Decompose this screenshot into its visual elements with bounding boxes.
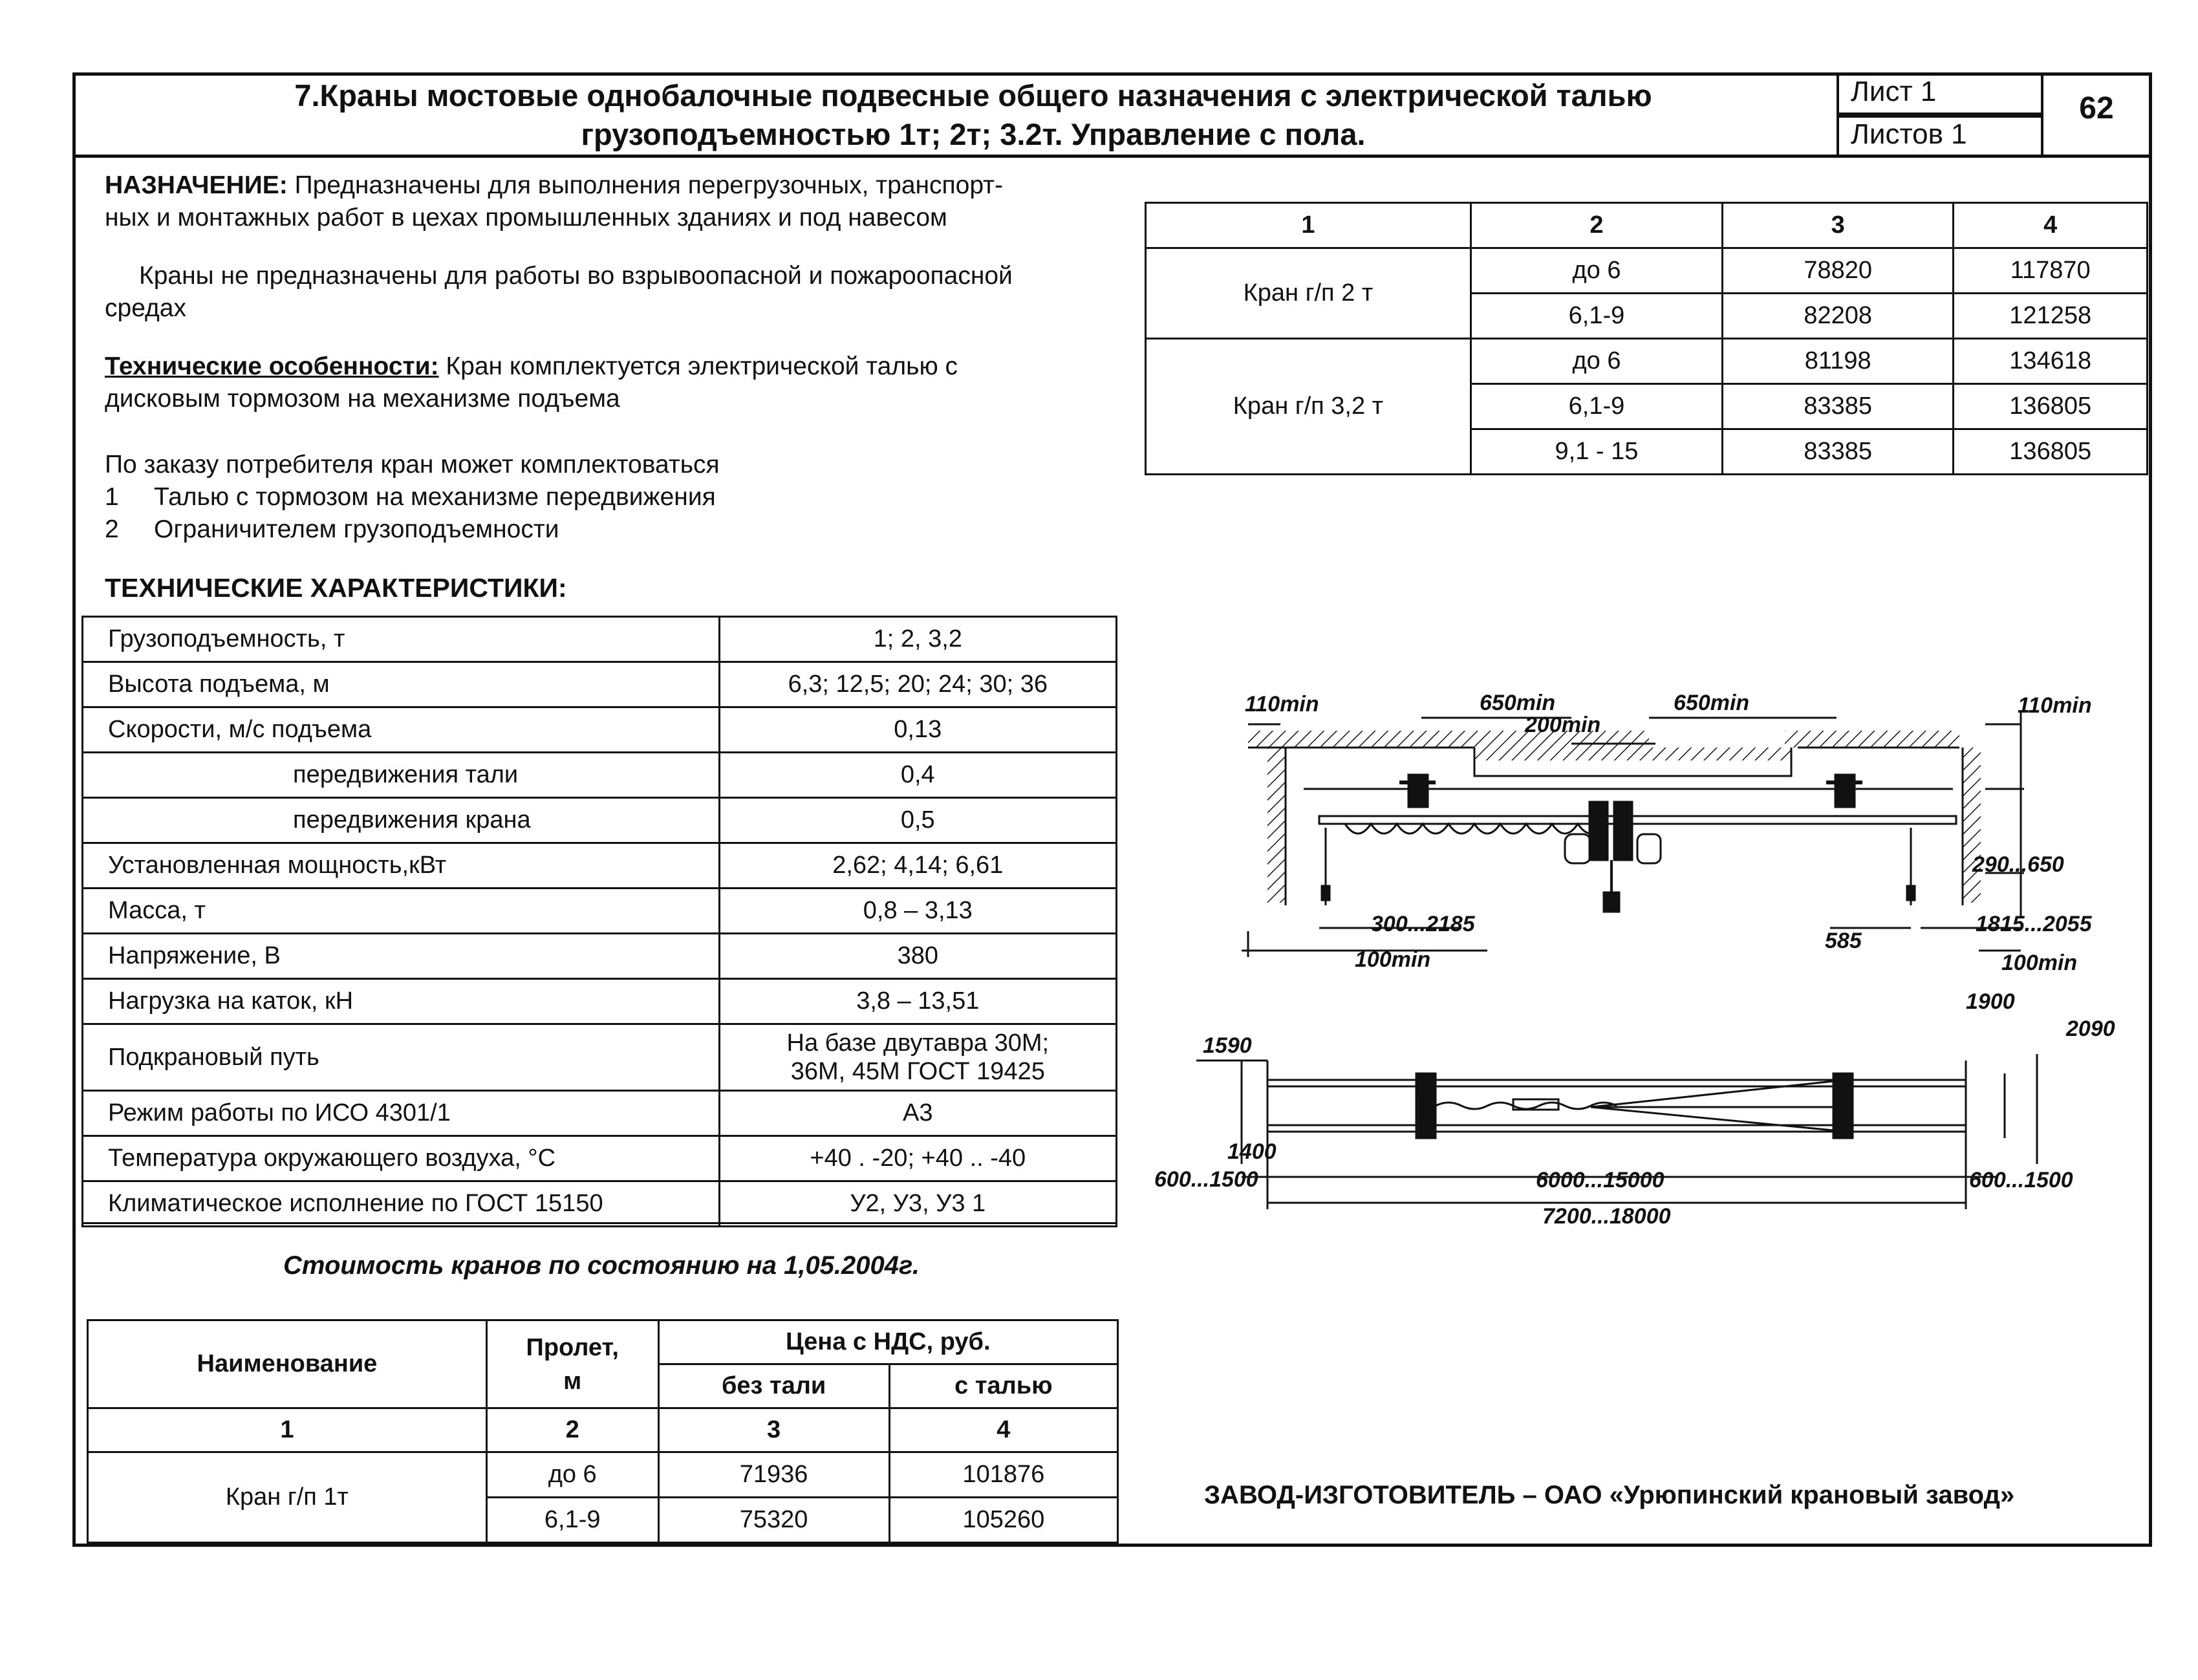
spec-value: 2,62; 4,14; 6,61: [719, 843, 1116, 888]
crane-name: Кран г/п 2 т: [1146, 248, 1471, 339]
page-number: 62: [2079, 91, 2114, 125]
table-row: [88, 1408, 1118, 1452]
spec-label: Температура окружающего воздуха, °С: [83, 1136, 720, 1181]
dim-label: 290...650: [1972, 852, 2064, 877]
span-cell: 6,1-9: [1471, 384, 1722, 429]
spec-value: 1; 2, 3,2: [719, 617, 1116, 662]
option-1: Талью с тормозом на механизме передвижения: [154, 483, 716, 511]
dim-label: 6000...15000: [1536, 1168, 1665, 1192]
spec-label: передвижения крана: [83, 798, 720, 843]
spec-value: 6,3; 12,5; 20; 24; 30; 36: [719, 662, 1116, 707]
spec-label: Климатическое исполнение по ГОСТ 15150: [83, 1181, 720, 1227]
header-name: Наименование: [88, 1320, 487, 1408]
price-cell: 83385: [1723, 429, 1954, 475]
table-header-row: [88, 1320, 1118, 1364]
table-row: [1146, 248, 2148, 294]
table-row: [83, 798, 1117, 843]
col-number: 3: [1723, 203, 1954, 248]
spec-label: передвижения тали: [83, 753, 720, 798]
span-cell: 6,1-9: [486, 1498, 658, 1543]
order-text: По заказу потребителя кран может комплектоваться: [105, 451, 720, 479]
not-for-line1: Краны не предназначены для работы во взрывоопасной и пожароопасной: [139, 262, 1013, 290]
table-row: [83, 934, 1117, 979]
dim-label: 585: [1825, 929, 1862, 953]
spec-value: На базе двутавра 30М; 36М, 45М ГОСТ 19425: [719, 1024, 1116, 1091]
spec-label: Режим работы по ИСО 4301/1: [83, 1091, 720, 1136]
table-row: [83, 707, 1117, 753]
spec-label: Установленная мощность,кВт: [83, 843, 720, 888]
price-cell: 117870: [1954, 248, 2148, 294]
price-cell: 81198: [1723, 339, 1954, 384]
factory-label: ЗАВОД-ИЗГОТОВИТЕЛЬ – ОАО «Урюпинский крановый завод»: [1204, 1481, 2015, 1509]
dim-label: 1590: [1203, 1033, 1252, 1058]
dim-label: 1900: [1966, 989, 2015, 1014]
col-number: 3: [658, 1408, 889, 1452]
dim-label: 300...2185: [1371, 912, 1475, 936]
span-cell: до 6: [1471, 339, 1722, 384]
spec-value: 380: [719, 934, 1116, 979]
table-header-row: [1146, 203, 2148, 248]
price-table-1t: [87, 1319, 1119, 1544]
span-cell: до 6: [1471, 248, 1722, 294]
table-row: [83, 662, 1117, 707]
table-row: [83, 753, 1117, 798]
spec-value: 0,5: [719, 798, 1116, 843]
dim-label: 100min: [2001, 951, 2078, 975]
purpose-line2: ных и монтажных работ в цехах промышленных зданиях и под навесом: [105, 204, 947, 232]
sheet-label: Лист 1: [1837, 72, 2043, 115]
col-number: 4: [1954, 203, 2148, 248]
spec-value: А3: [719, 1091, 1116, 1136]
spec-value: +40 . -20; +40 .. -40: [719, 1136, 1116, 1181]
col-number: 4: [889, 1408, 1117, 1452]
dim-label: 2090: [2066, 1017, 2115, 1041]
table-row: [83, 617, 1117, 662]
span-cell: 6,1-9: [1471, 294, 1722, 339]
spec-label: Высота подъема, м: [83, 662, 720, 707]
header-with-hoist: с талью: [889, 1364, 1117, 1408]
page-title: 7.Краны мостовые однобалочные подвесные общего назначения с электрической талью грузоподъемностью 1т; 2т; 3.2т. Управление с пола.: [294, 78, 1652, 151]
crane-drawing: [1151, 673, 2147, 1255]
dim-label: 1400: [1227, 1139, 1277, 1164]
not-for-line2: средах: [105, 294, 186, 322]
spec-value: 0,13: [719, 707, 1116, 753]
dim-label: 110min: [2018, 693, 2092, 718]
span-cell: 9,1 - 15: [1471, 429, 1722, 475]
option-2: Ограничителем грузоподъемности: [154, 515, 559, 543]
table-row: [83, 1024, 1117, 1091]
price-cell: 83385: [1723, 384, 1954, 429]
dim-label: 650min: [1480, 691, 1556, 715]
price-cell: 75320: [658, 1498, 889, 1543]
price-cell: 105260: [889, 1498, 1117, 1543]
col-number: 1: [1146, 203, 1471, 248]
price-cell: 82208: [1723, 294, 1954, 339]
dim-label: 110min: [1245, 692, 1319, 716]
price-cell: 136805: [1954, 384, 2148, 429]
crane-name: Кран г/п 3,2 т: [1146, 339, 1471, 475]
features-line2: дисковым тормозом на механизме подъема: [105, 385, 620, 413]
table-row: [1146, 339, 2148, 384]
dim-label: 100min: [1355, 947, 1431, 972]
price-cell: 134618: [1954, 339, 2148, 384]
spec-label: Нагрузка на каток, кН: [83, 979, 720, 1024]
dim-label: 7200...18000: [1542, 1204, 1671, 1229]
tech-heading: ТЕХНИЧЕСКИЕ ХАРАКТЕРИСТИКИ:: [105, 573, 567, 603]
spec-label: Грузоподъемность, т: [83, 617, 720, 662]
spec-label: Подкрановый путь: [83, 1024, 720, 1091]
spec-value: У2, У3, У3 1: [719, 1181, 1116, 1227]
col-number: 2: [486, 1408, 658, 1452]
table-row: [83, 843, 1117, 888]
header-no-hoist: без тали: [658, 1364, 889, 1408]
table-row: [83, 1091, 1117, 1136]
price-cell: 78820: [1723, 248, 1954, 294]
span-cell: до 6: [486, 1452, 658, 1498]
spec-label: Скорости, м/с подъема: [83, 707, 720, 753]
option-2-number: 2: [105, 515, 119, 543]
cost-title: Стоимость кранов по состоянию на 1,05.2004г.: [283, 1251, 920, 1280]
header-price: Цена с НДС, руб.: [658, 1320, 1117, 1364]
crane-name: Кран г/п 1т: [88, 1452, 487, 1543]
spec-label: Напряжение, В: [83, 934, 720, 979]
price-table-2t-32t: [1145, 202, 2148, 475]
tech-specs-table: [81, 616, 1117, 1227]
table-row: [83, 888, 1117, 934]
price-cell: 121258: [1954, 294, 2148, 339]
col-number: 1: [88, 1408, 487, 1452]
table-row: [88, 1452, 1118, 1498]
price-cell: 101876: [889, 1452, 1117, 1498]
spec-label: Масса, т: [83, 888, 720, 934]
spec-value: 0,8 – 3,13: [719, 888, 1116, 934]
dim-label: 600...1500: [1154, 1167, 1258, 1192]
table-row: [83, 1136, 1117, 1181]
price-cell: 71936: [658, 1452, 889, 1498]
col-number: 2: [1471, 203, 1722, 248]
spec-value: 3,8 – 13,51: [719, 979, 1116, 1024]
dim-label: 600...1500: [1969, 1168, 2073, 1192]
dim-label: 200min: [1525, 713, 1601, 737]
dim-label: 1815...2055: [1976, 912, 2092, 936]
header-span: Пролет, м: [486, 1320, 658, 1408]
purpose-line1: НАЗНАЧЕНИЕ: Предназначены для выполнения перегрузочных, транспорт-: [105, 171, 1004, 199]
price-cell: 136805: [1954, 429, 2148, 475]
table-row: [83, 979, 1117, 1024]
sheets-count-label: Листов 1: [1837, 115, 2043, 158]
spec-value: 0,4: [719, 753, 1116, 798]
features-line1: Технические особенности: Кран комплектуется электрической талью с: [105, 352, 958, 380]
option-1-number: 1: [105, 483, 119, 511]
table-row: [83, 1181, 1117, 1227]
dim-label: 650min: [1674, 691, 1750, 715]
divider: [81, 1222, 1117, 1224]
